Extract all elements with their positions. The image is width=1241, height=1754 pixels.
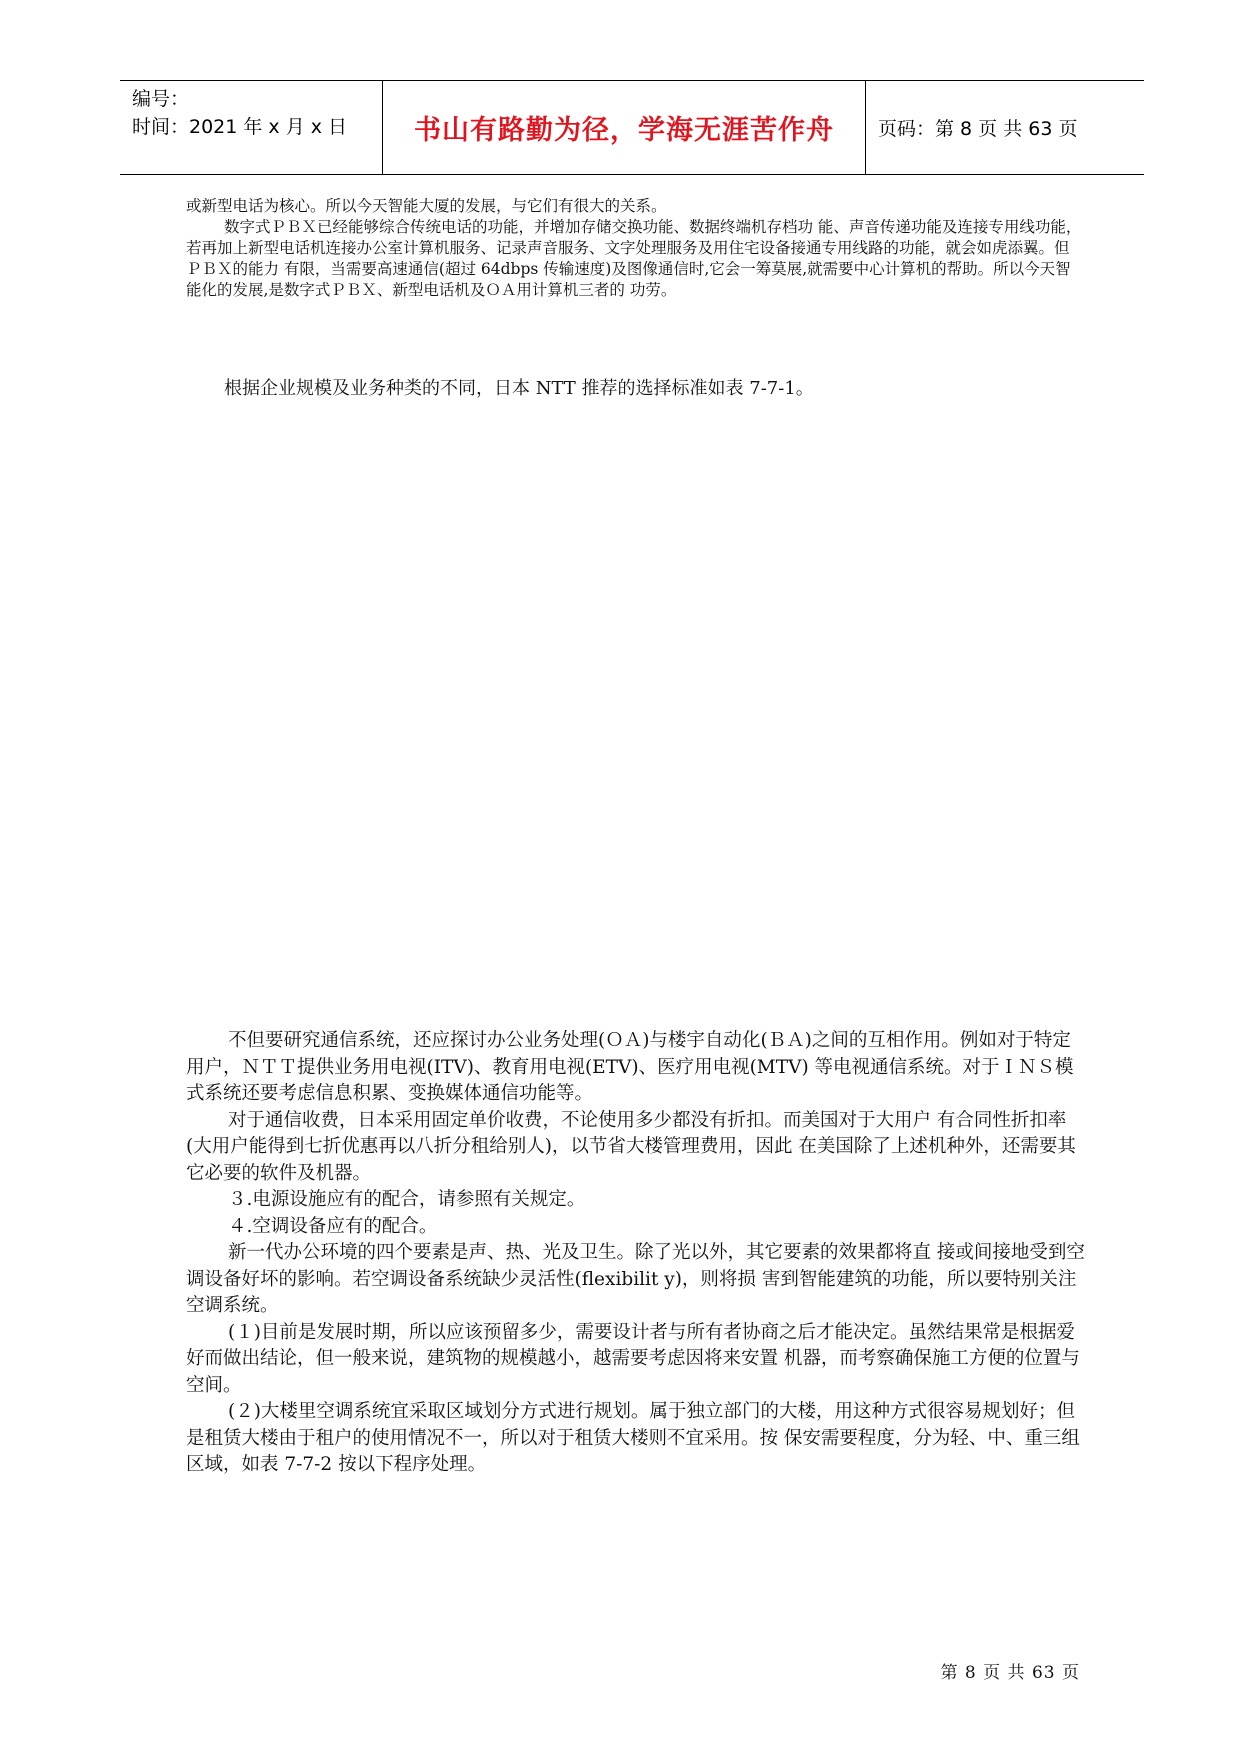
- paragraph: 或新型电话为核心。所以今天智能大厦的发展，与它们有很大的关系。: [186, 197, 667, 215]
- table-reference-line: 根据企业规模及业务种类的不同，日本 NTT 推荐的选择标准如表 7-7-1。: [224, 378, 814, 399]
- page-header: [120, 80, 1144, 175]
- header-page-info-cell: [866, 81, 1144, 174]
- page-footer: 第 8 页 共 63 页: [940, 1663, 1080, 1683]
- paragraph: 不但要研究通信系统，还应探讨办公业务处理(ＯＡ)与楼宇自动化(ＢＡ)之间的互相作用。例如对于特定用户，ＮＴＴ提供业务用电视(ITV)、教育用电视(ETV)、医疗用电视(MTV) 等电视通信系统。对于ＩＮＳ模式系统还要考虑信息积累、变换媒体通信功能等。: [186, 1030, 1074, 1104]
- main-section: [186, 1028, 1086, 1479]
- page-info: 页码：第 8 页 共 63 页: [878, 118, 1078, 140]
- paragraph: 对于通信收费，日本采用固定单价收费，不论使用多少都没有折扣。而美国对于大用户 有合同性折扣率(大用户能得到七折优惠再以八折分租给别人)，以节省大楼管理费用，因此 在美国除了上述机种外，还需要其它必要的软件及机器。: [186, 1109, 1076, 1184]
- paragraph: 新一代办公环境的四个要素是声、热、光及卫生。除了光以外，其它要素的效果都将直 接或间接地受到空调设备好坏的影响。若空调设备系统缺少灵活性(flexibilit y)，则将损 害到智能建筑的功能，所以要特别关注空调系统。: [186, 1242, 1085, 1316]
- header-meta: [120, 81, 382, 174]
- code-label: 编号：: [132, 88, 190, 110]
- motto-text: 书山有路勤为径，学海无涯苦作舟: [414, 115, 834, 146]
- paragraph: ４.空调设备应有的配合。: [228, 1215, 438, 1237]
- time-label: 时间：2021 年 x 月 x 日: [132, 116, 348, 138]
- paragraph: (１)目前是发展时期，所以应该预留多少，需要设计者与所有者协商之后才能决定。虽然结果常是根据爱好而做出结论，但一般来说，建筑物的规模越小，越需要考虑因将来安置 机器，而考察确保施工方便的位置与空间。: [186, 1321, 1080, 1396]
- header-motto-cell: [382, 81, 866, 174]
- top-section: [186, 196, 1082, 301]
- paragraph: (２)大楼里空调系统宜采取区域划分方式进行规划。属于独立部门的大楼，用这种方式很容易规划好；但是租赁大楼由于租户的使用情况不一，所以对于租赁大楼则不宜采用。按 保安需要程度，分为轻、中、重三组区域，如表 7-7-2 按以下程序处理。: [186, 1401, 1080, 1475]
- paragraph: 数字式ＰＢＸ已经能够综合传统电话的功能，并增加存储交换功能、数据终端机存档功 能、声音传递功能及连接专用线功能，若再加上新型电话机连接办公室计算机服务、记录声音服务、文字处理服务及用住宅设备接通专用线路的功能，就会如虎添翼。但ＰＢＸ的能力 有限，当需要高速通信(超过 64dbps 传输速度)及图像通信时,它会一筹莫展,就需要中心计算机的帮助。所以今天智能化的发展,是数字式ＰＢＸ、新型电话机及ＯＡ用计算机三者的 功劳。: [186, 218, 1082, 299]
- paragraph: ３.电源设施应有的配合，请参照有关规定。: [228, 1189, 586, 1210]
